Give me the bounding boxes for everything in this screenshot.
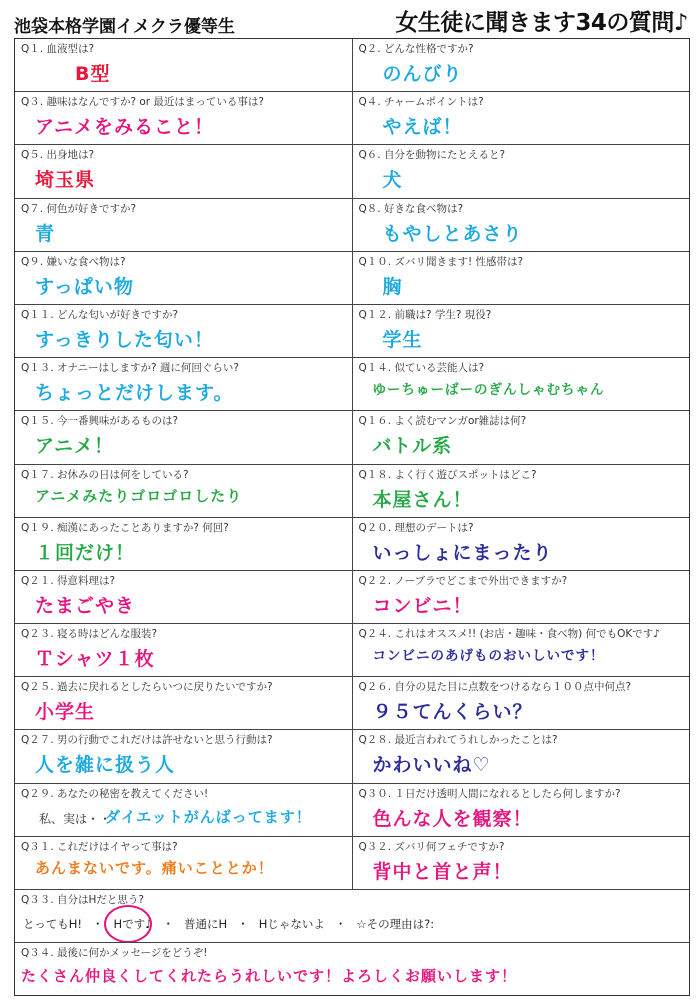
question-cell [353,624,690,676]
answer-text: 人を雑に扱う人 [35,754,176,777]
answer-prefix: 私、実は・・ [39,811,112,826]
question-cell-q33 [15,890,689,942]
question-row [15,677,689,730]
question-cell [353,837,690,889]
question-label: Q８. 好きな食べ物は? [358,202,464,215]
answer-text: ダイエットがんばってます！ [105,807,312,826]
answer-text: 犬 [382,169,403,192]
answer-text: いっしょにまったり [372,541,553,564]
answer-text: コンビニのあげものおいしいです！ [372,648,605,665]
question-cell [15,92,353,144]
question-label: Q９. 嫌いな食べ物は? [21,255,126,268]
separator-dot: ・ [237,917,249,931]
separator-dot: ・ [92,917,104,931]
question-cell [15,837,353,889]
question-label: Q３０. １日だけ透明人間になれるとしたら何しますか? [358,787,621,800]
question-label: Q２８. 最近言われてうれしかったことは? [358,734,558,747]
question-label: Q３２. ズバリ何フェチですか? [358,840,505,853]
question-cell [353,305,690,357]
question-cell [353,784,690,836]
answer-text: 色んな人を観察！ [372,807,533,830]
option: 普通にH [184,917,228,931]
answer-text: あんまないです。痛いこととか！ [35,858,274,877]
question-cell [15,411,353,463]
question-label: Q１６. よく読むマンガor雑誌は何? [358,415,527,428]
question-grid [14,38,690,996]
question-cell [15,784,353,836]
answer-text: すっぱい物 [35,275,134,298]
school-name: 池袋本格学園イメクラ優等生 [14,17,235,37]
question-label: Q１２. 前職は? 学生? 現役? [358,308,492,321]
question-cell [353,145,690,197]
answer-text: 本屋さん！ [372,488,473,511]
question-row [15,465,689,518]
answer-text: 埼玉県 [35,169,96,192]
question-row [15,837,689,890]
question-row [15,518,689,571]
question-row [15,39,689,92]
answer-text: かわいいね♡ [372,754,491,777]
question-row-q34 [15,943,689,995]
question-label: Q１４. 似ている芸能人は? [358,362,485,375]
answer-text: ９５てんくらい？ [372,701,533,724]
answer-text: アニメ！ [35,435,115,458]
question-cell [15,39,353,91]
answer-text: 背中と首と声！ [372,860,513,883]
question-cell-q34 [15,943,689,995]
answer-text: のんびり [382,63,463,85]
question-cell [353,252,690,304]
question-cell [353,730,690,782]
question-label: Q１３. オナニーはしますか? 週に何回ぐらい? [21,362,240,375]
question-cell [15,730,353,782]
question-label: Q２７. 男の行動でこれだけは許せないと思う行動は? [21,734,273,747]
question-label: Q２６. 自分の見た目に点数をつけるなら１００点中何点? [358,681,632,694]
question-row [15,730,689,783]
question-row [15,784,689,837]
question-label: Q１７. お休みの日は何をしている? [21,468,189,481]
question-cell [353,571,690,623]
answer-text: 学生 [382,328,423,351]
question-row-q33 [15,890,689,943]
question-cell [15,677,353,729]
question-row [15,199,689,252]
question-label: Q７. 何色が好きですか? [21,202,137,215]
question-label: Q２. どんな性格ですか? [358,43,474,55]
question-label: Q４. チャームポイントは? [358,96,484,109]
answer-text: たまごやき [35,594,136,617]
answer-text: すっきりした匂い！ [35,328,214,351]
question-row [15,571,689,624]
question-label: Q３１. これだけはイヤって事は? [21,840,178,853]
question-label: Q１９. 痴漢にあったことありますか? 何回? [21,521,229,534]
answer-text: ゆーちゅーばーのぎんしゃむちゃん [372,382,605,399]
separator-dot: ・ [334,917,347,931]
question-cell [353,518,690,570]
question-label: Q２０. 理想のデートは? [358,521,474,534]
answer-text: もやしとあさり [382,222,523,245]
question-cell [353,677,690,729]
question-row [15,624,689,677]
question-label: Q５. 出身地は? [21,149,95,162]
answer-text: 小学生 [35,701,96,724]
question-label: Q６. 自分を動物にたとえると? [358,149,506,162]
question-cell [353,92,690,144]
question-cell [15,305,353,357]
question-cell [15,358,353,410]
question-row [15,358,689,411]
question-cell [15,465,353,517]
separator-dot: ・ [162,917,175,931]
h-options [19,914,438,934]
option: とってもH! [23,917,83,931]
question-cell [353,411,690,463]
question-cell [15,518,353,570]
option-selected: Hです♪ [110,914,157,934]
question-label: Q２２. ノーブラでどこまで外出できますか? [358,574,568,587]
question-cell [15,624,353,676]
question-cell [353,199,690,251]
question-label: Q１０. ズバリ聞きます! 性感帯は? [358,255,524,268]
question-cell [15,571,353,623]
answer-text: ちょっとだけします。 [35,382,234,405]
question-row [15,252,689,305]
answer-text: バトル系 [372,435,453,458]
answer-text: コンビニ！ [372,594,473,617]
question-cell [15,252,353,304]
question-cell [353,465,690,517]
question-label: Q２１. 得意料理は? [21,574,116,587]
question-cell [353,39,690,91]
question-row [15,92,689,145]
option: ☆その理由は?: [356,917,435,931]
question-label: Q３. 趣味はなんですか? or 最近はまっている事は? [21,96,265,109]
answer-text: 胸 [382,275,403,298]
answer-text: 青 [35,222,56,245]
question-label: Q２５. 過去に戻れるとしたらいつに戻りたいですか? [21,681,273,694]
answer-text: アニメをみること！ [35,116,215,139]
question-cell [353,358,690,410]
answer-text: アニメみたりゴロゴロしたり [35,486,243,505]
question-row [15,145,689,198]
header [14,4,690,38]
question-label: Q１５. 今一番興味があるものは? [21,415,179,428]
question-cell [15,199,353,251]
question-label: Q２３. 寝る時はどんな服装? [21,628,158,641]
answer-text: たくさん仲良くしてくれたらうれしいです！よろしくお願いします！ [21,967,518,986]
page-title: 女生徒に聞きます34の質問♪ [395,10,688,36]
question-cell [15,145,353,197]
answer-text: やえば！ [382,116,463,139]
question-label: Q３４. 最後に何かメッセージをどうぞ! [21,947,208,960]
question-row [15,305,689,358]
question-label: Q２９. あなたの秘密を教えてください! [21,787,209,800]
question-label: Q１８. よく行く遊びスポットはどこ? [358,468,537,481]
answer-text: １回だけ！ [35,541,136,564]
question-label: Q１. 血液型は? [21,43,95,55]
question-row [15,411,689,464]
answer-text: Ｔシャツ１枚 [35,648,155,671]
answer-text: B型 [75,63,111,85]
question-label: Q２４. これはオススメ!! (お店・趣味・食べ物) 何でもOKです♪ [358,628,660,641]
question-label: Q３３. 自分はHだと思う? [21,894,144,906]
question-label: Q１１. どんな匂いが好きですか? [21,308,179,321]
option: Hじゃないよ [258,917,325,931]
